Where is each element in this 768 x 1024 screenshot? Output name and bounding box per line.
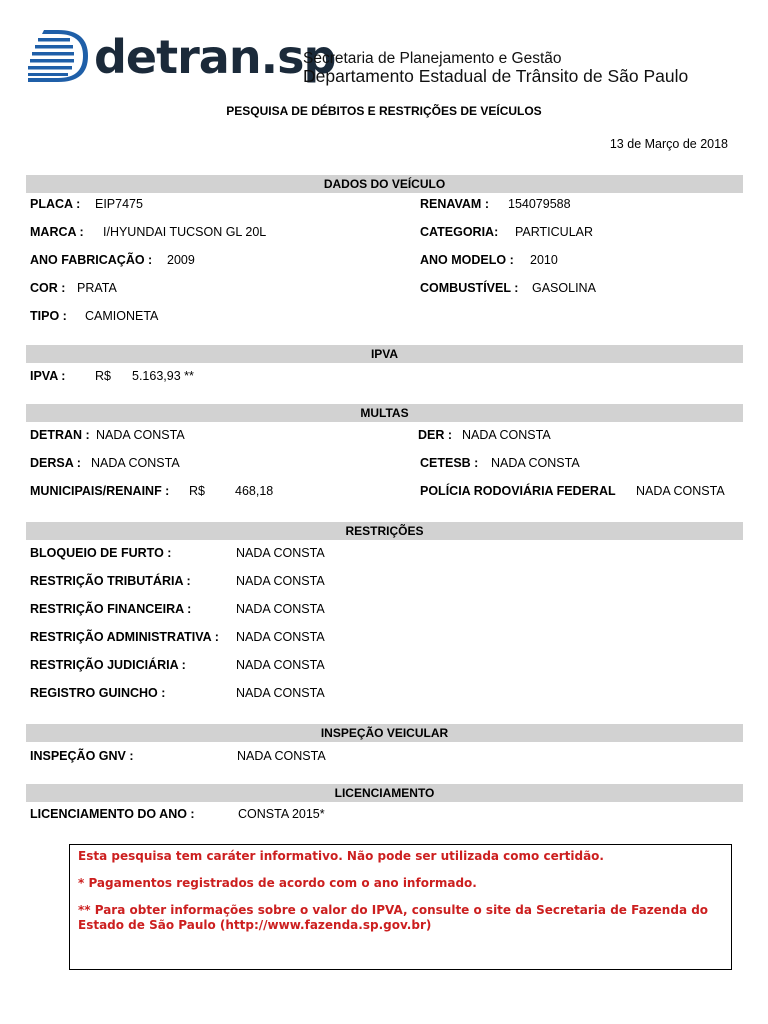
subtitle-line1: Secretaria de Planejamento e Gestão: [303, 50, 562, 67]
notice-line2: * Pagamentos registrados de acordo com o ano informado.: [78, 876, 477, 890]
detran-label: DETRAN :: [30, 428, 90, 442]
subtitle-line2: Departamento Estadual de Trânsito de São Paulo: [303, 66, 689, 86]
renavam-label: RENAVAM :: [420, 197, 489, 211]
section-header-restricoes: RESTRIÇÕES: [26, 522, 743, 540]
section-header-vehicle: DADOS DO VEÍCULO: [26, 175, 743, 193]
der-label: DER :: [418, 428, 453, 442]
restricao-value: NADA CONSTA: [236, 686, 325, 700]
page-title: PESQUISA DE DÉBITOS E RESTRIÇÕES DE VEÍCULOS: [226, 104, 542, 118]
section-header-inspecao: INSPEÇÃO VEICULAR: [26, 724, 743, 742]
cor-label: COR :: [30, 281, 66, 295]
restricao-value: NADA CONSTA: [236, 546, 325, 560]
cor-value: PRATA: [77, 281, 117, 295]
restricao-value: NADA CONSTA: [236, 630, 325, 644]
licenciamento-label: LICENCIAMENTO DO ANO :: [30, 807, 195, 821]
dersa-value: NADA CONSTA: [91, 456, 180, 470]
section-header-ipva: IPVA: [26, 345, 743, 363]
cetesb-value: NADA CONSTA: [491, 456, 580, 470]
restricao-value: NADA CONSTA: [236, 658, 325, 672]
municipais-label: MUNICIPAIS/RENAINF :: [30, 484, 170, 498]
detran-logo: [28, 28, 336, 84]
notice-box: [69, 844, 732, 970]
combustivel-value: GASOLINA: [532, 281, 596, 295]
detran-value: NADA CONSTA: [96, 428, 185, 442]
combustivel-label: COMBUSTÍVEL :: [420, 281, 519, 295]
ipva-value: 5.163,93 **: [132, 369, 194, 383]
restricao-value: NADA CONSTA: [236, 574, 325, 588]
restricao-value: NADA CONSTA: [236, 602, 325, 616]
document-date: 13 de Março de 2018: [609, 137, 728, 151]
restricao-label: BLOQUEIO DE FURTO :: [30, 546, 172, 560]
placa-label: PLACA :: [30, 197, 81, 211]
prf-label: POLÍCIA RODOVIÁRIA FEDERAL: [420, 484, 616, 498]
ipva-currency: R$: [95, 369, 111, 383]
tipo-value: CAMIONETA: [85, 309, 159, 323]
municipais-value: 468,18: [235, 484, 274, 498]
notice-line1: Esta pesquisa tem caráter informativo. Não pode ser utilizada como certidão.: [78, 849, 604, 863]
ano-fabricacao-label: ANO FABRICAÇÃO :: [30, 253, 153, 267]
restricao-label: RESTRIÇÃO FINANCEIRA :: [30, 602, 192, 616]
ipva-label: IPVA :: [30, 369, 66, 383]
tipo-label: TIPO :: [30, 309, 67, 323]
ano-modelo-value: 2010: [530, 253, 558, 267]
restricao-label: REGISTRO GUINCHO :: [30, 686, 166, 700]
section-header-multas: MULTAS: [26, 404, 743, 422]
restricao-label: RESTRIÇÃO ADMINISTRATIVA :: [30, 630, 219, 644]
prf-value: NADA CONSTA: [636, 484, 725, 498]
marca-label: MARCA :: [30, 225, 84, 239]
notice-line3: ** Para obter informações sobre o valor do IPVA, consulte o site da Secretaria de Fazenda do Estado de São Paulo (http://www.fazenda.sp.gov.br): [78, 903, 709, 932]
municipais-currency: R$: [189, 484, 205, 498]
dersa-label: DERSA :: [30, 456, 81, 470]
licenciamento-value: CONSTA 2015*: [238, 807, 325, 821]
placa-value: EIP7475: [95, 197, 143, 211]
section-header-licenciamento: LICENCIAMENTO: [26, 784, 743, 802]
ano-modelo-label: ANO MODELO :: [420, 253, 514, 267]
categoria-label: CATEGORIA:: [420, 225, 499, 239]
der-value: NADA CONSTA: [462, 428, 551, 442]
marca-value: I/HYUNDAI TUCSON GL 20L: [103, 225, 267, 239]
inspecao-gnv-label: INSPEÇÃO GNV :: [30, 749, 134, 763]
restricao-label: RESTRIÇÃO TRIBUTÁRIA :: [30, 574, 191, 588]
restricao-label: RESTRIÇÃO JUDICIÁRIA :: [30, 658, 186, 672]
renavam-value: 154079588: [508, 197, 571, 211]
ano-fabricacao-value: 2009: [167, 253, 195, 267]
logo-wordmark: detran.sp: [94, 30, 336, 84]
categoria-value: PARTICULAR: [515, 225, 594, 239]
inspecao-gnv-value: NADA CONSTA: [237, 749, 326, 763]
cetesb-label: CETESB :: [420, 456, 479, 470]
